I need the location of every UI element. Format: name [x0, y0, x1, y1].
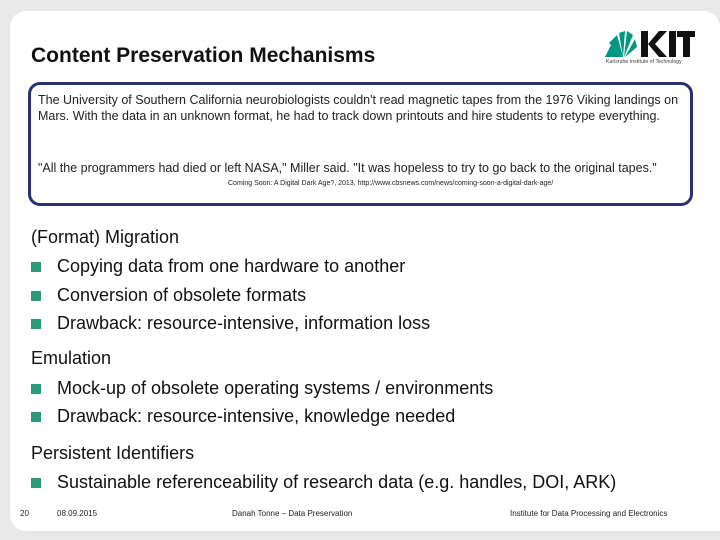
- bullet-square-icon: [31, 412, 41, 422]
- footer-author: Danah Tonne – Data Preservation: [232, 509, 353, 518]
- bullet-text: Conversion of obsolete formats: [57, 285, 307, 305]
- quote-paragraph-2: "All the programmers had died or left NASA," Miller said. "It was hopeless to try to go back to the original tapes.": [38, 161, 657, 175]
- bullet-square-icon: [31, 291, 41, 301]
- footer-page-number: 20: [20, 509, 29, 518]
- slide-title: Content Preservation Mechanisms: [31, 44, 376, 67]
- bullet-text: Drawback: resource-intensive, information loss: [57, 313, 431, 333]
- bullet-square-icon: [31, 384, 41, 394]
- bullet-text: Copying data from one hardware to another: [57, 256, 406, 276]
- footer-date: 08.09.2015: [57, 509, 98, 518]
- bullet-square-icon: [31, 262, 41, 272]
- bullet-text: Mock-up of obsolete operating systems / environments: [57, 378, 494, 398]
- bullet-square-icon: [31, 478, 41, 488]
- logo-tagline: Karlsruhe Institute of Technology: [606, 59, 682, 65]
- footer-institute: Institute for Data Processing and Electronics: [510, 509, 668, 518]
- section-heading-emulation: Emulation: [31, 348, 112, 368]
- section-heading-persistent-identifiers: Persistent Identifiers: [31, 443, 195, 463]
- bullet-text: Drawback: resource-intensive, knowledge needed: [57, 406, 456, 426]
- bullet-square-icon: [31, 319, 41, 329]
- section-heading-migration: (Format) Migration: [31, 227, 180, 247]
- bullet-text: Sustainable referenceability of research data (e.g. handles, DOI, ARK): [57, 472, 617, 492]
- quote-citation: Coming Soon: A Digital Dark Age?, 2013, http://www.cbsnews.com/news/coming-soon-a-digital-dark-age/: [228, 180, 554, 187]
- quote-paragraph-1: The University of Southern California neurobiologists couldn't read magnetic tapes from the 1976 Viking landings on Mars. With the data in an unknown format, he had to track down printouts and hire students to retype everything.: [38, 93, 679, 123]
